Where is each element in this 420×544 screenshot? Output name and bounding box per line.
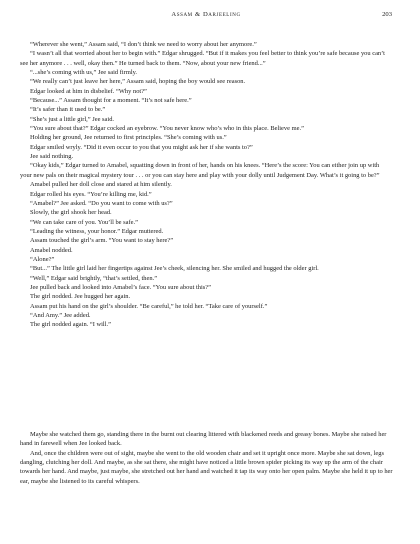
paragraph: “You sure about that?” Edgar cocked an eyebrow. “You never know who’s who in this place. Believe me.” [30,125,304,133]
paragraph: Edgar smiled wryly. “Did it even occur to you that you might ask her if she wants to?” [30,143,253,151]
paragraph: “Wherever she went,” Assam said, “I don’t think we need to worry about her anymore.” [30,41,257,48]
paragraph: Assam put his hand on the girl’s shoulder. “Be careful,” he told her. “Take care of yourself.” [30,302,268,310]
paragraph: “And Amy.” Jee added. [30,311,91,319]
paragraph: And, once the children were out of sight, maybe she went to the old wooden chair and set it upright once more. Maybe she sat down, legs dangling, clutching her doll. And maybe, as she sat there, she might have noticed a little brown spider picking its way up the arm of the chair towards her hand. And maybe, just maybe, she stretched out her hand and watched it tap its way onto her open palm. Maybe she held it up to her ear, maybe she listened to its careful whispers. [20,449,393,485]
paragraph: “Amabel?” Jee asked. “Do you want to come with us?” [30,199,173,207]
paragraph: “...she’s coming with us,” Jee said firmly. [30,69,138,77]
page-number: 203 [382,11,392,18]
paragraph: Jee pulled back and looked into Amabel’s face. “You sure about this?” [30,283,211,291]
paragraph: “Because...” Assam thought for a moment. “It’s not safe here.” [30,97,192,105]
closing-section [20,430,396,486]
paragraph: Amabel pulled her doll close and stared at him silently. [30,181,172,189]
paragraph: “Alone?” [30,255,55,263]
paragraph: “Leading the witness, your honor.” Edgar muttered. [30,227,164,235]
running-head [20,11,392,25]
paragraph: “She’s just a little girl,” Jee said. [30,115,115,123]
paragraph: Amabel nodded. [30,246,73,254]
paragraph: Edgar looked at him in disbelief. “Why not?” [30,87,147,95]
running-title: Assam & Darjeeling [171,11,241,18]
paragraph: Assam touched the girl’s arm. “You want to stay here?” [30,237,174,245]
paragraph: “But...” The little girl laid her fingertips against Jee’s cheek, silencing her. She smiled and hugged the older girl. [30,265,319,273]
paragraph: The girl nodded. Jee hugged her again. [30,293,131,301]
paragraph: Edgar rolled his eyes. “You’re killing me, kid.” [30,190,152,198]
body-text [20,40,392,330]
paragraph: The girl nodded again. “I will.” [30,321,111,329]
paragraph: “I wasn’t all that worried about her to begin with.” Edgar shrugged. “But if it makes you feel better to think you’re safe because you can’t see her anymore . . . well, okay then.” He turned back to them. “Now, about your new friend...” [20,50,385,67]
paragraph: Jee said nothing. [30,153,74,161]
paragraph: “We really can’t just leave her here,” Assam said, hoping the boy would see reason. [30,78,246,86]
paragraph: “Well,” Edgar said brightly, “that’s settled, then.” [30,274,158,282]
paragraph: Maybe she watched them go, standing there in the burnt out clearing littered with blackened reeds and greasy bones. Maybe she raised her hand in farewell when Jee looked back. [20,431,387,448]
paragraph: “Okay kids,” Edgar turned to Amabel, squatting down in front of her, hands on his knees. “Here’s the score: You can either join up with your new pals on their magical mystery tour . . . or you can stay here and play with your dolly until Judgement Day. What’s it going to be?” [20,162,380,179]
paragraph: Slowly, the girl shook her head. [30,209,112,217]
paragraph: Holding her ground, Jee returned to first principles. “She’s coming with us.” [30,134,227,142]
paragraph: “It’s safer than it used to be.” [30,106,106,114]
paragraph: “We can take care of you. You’ll be safe.” [30,218,138,226]
